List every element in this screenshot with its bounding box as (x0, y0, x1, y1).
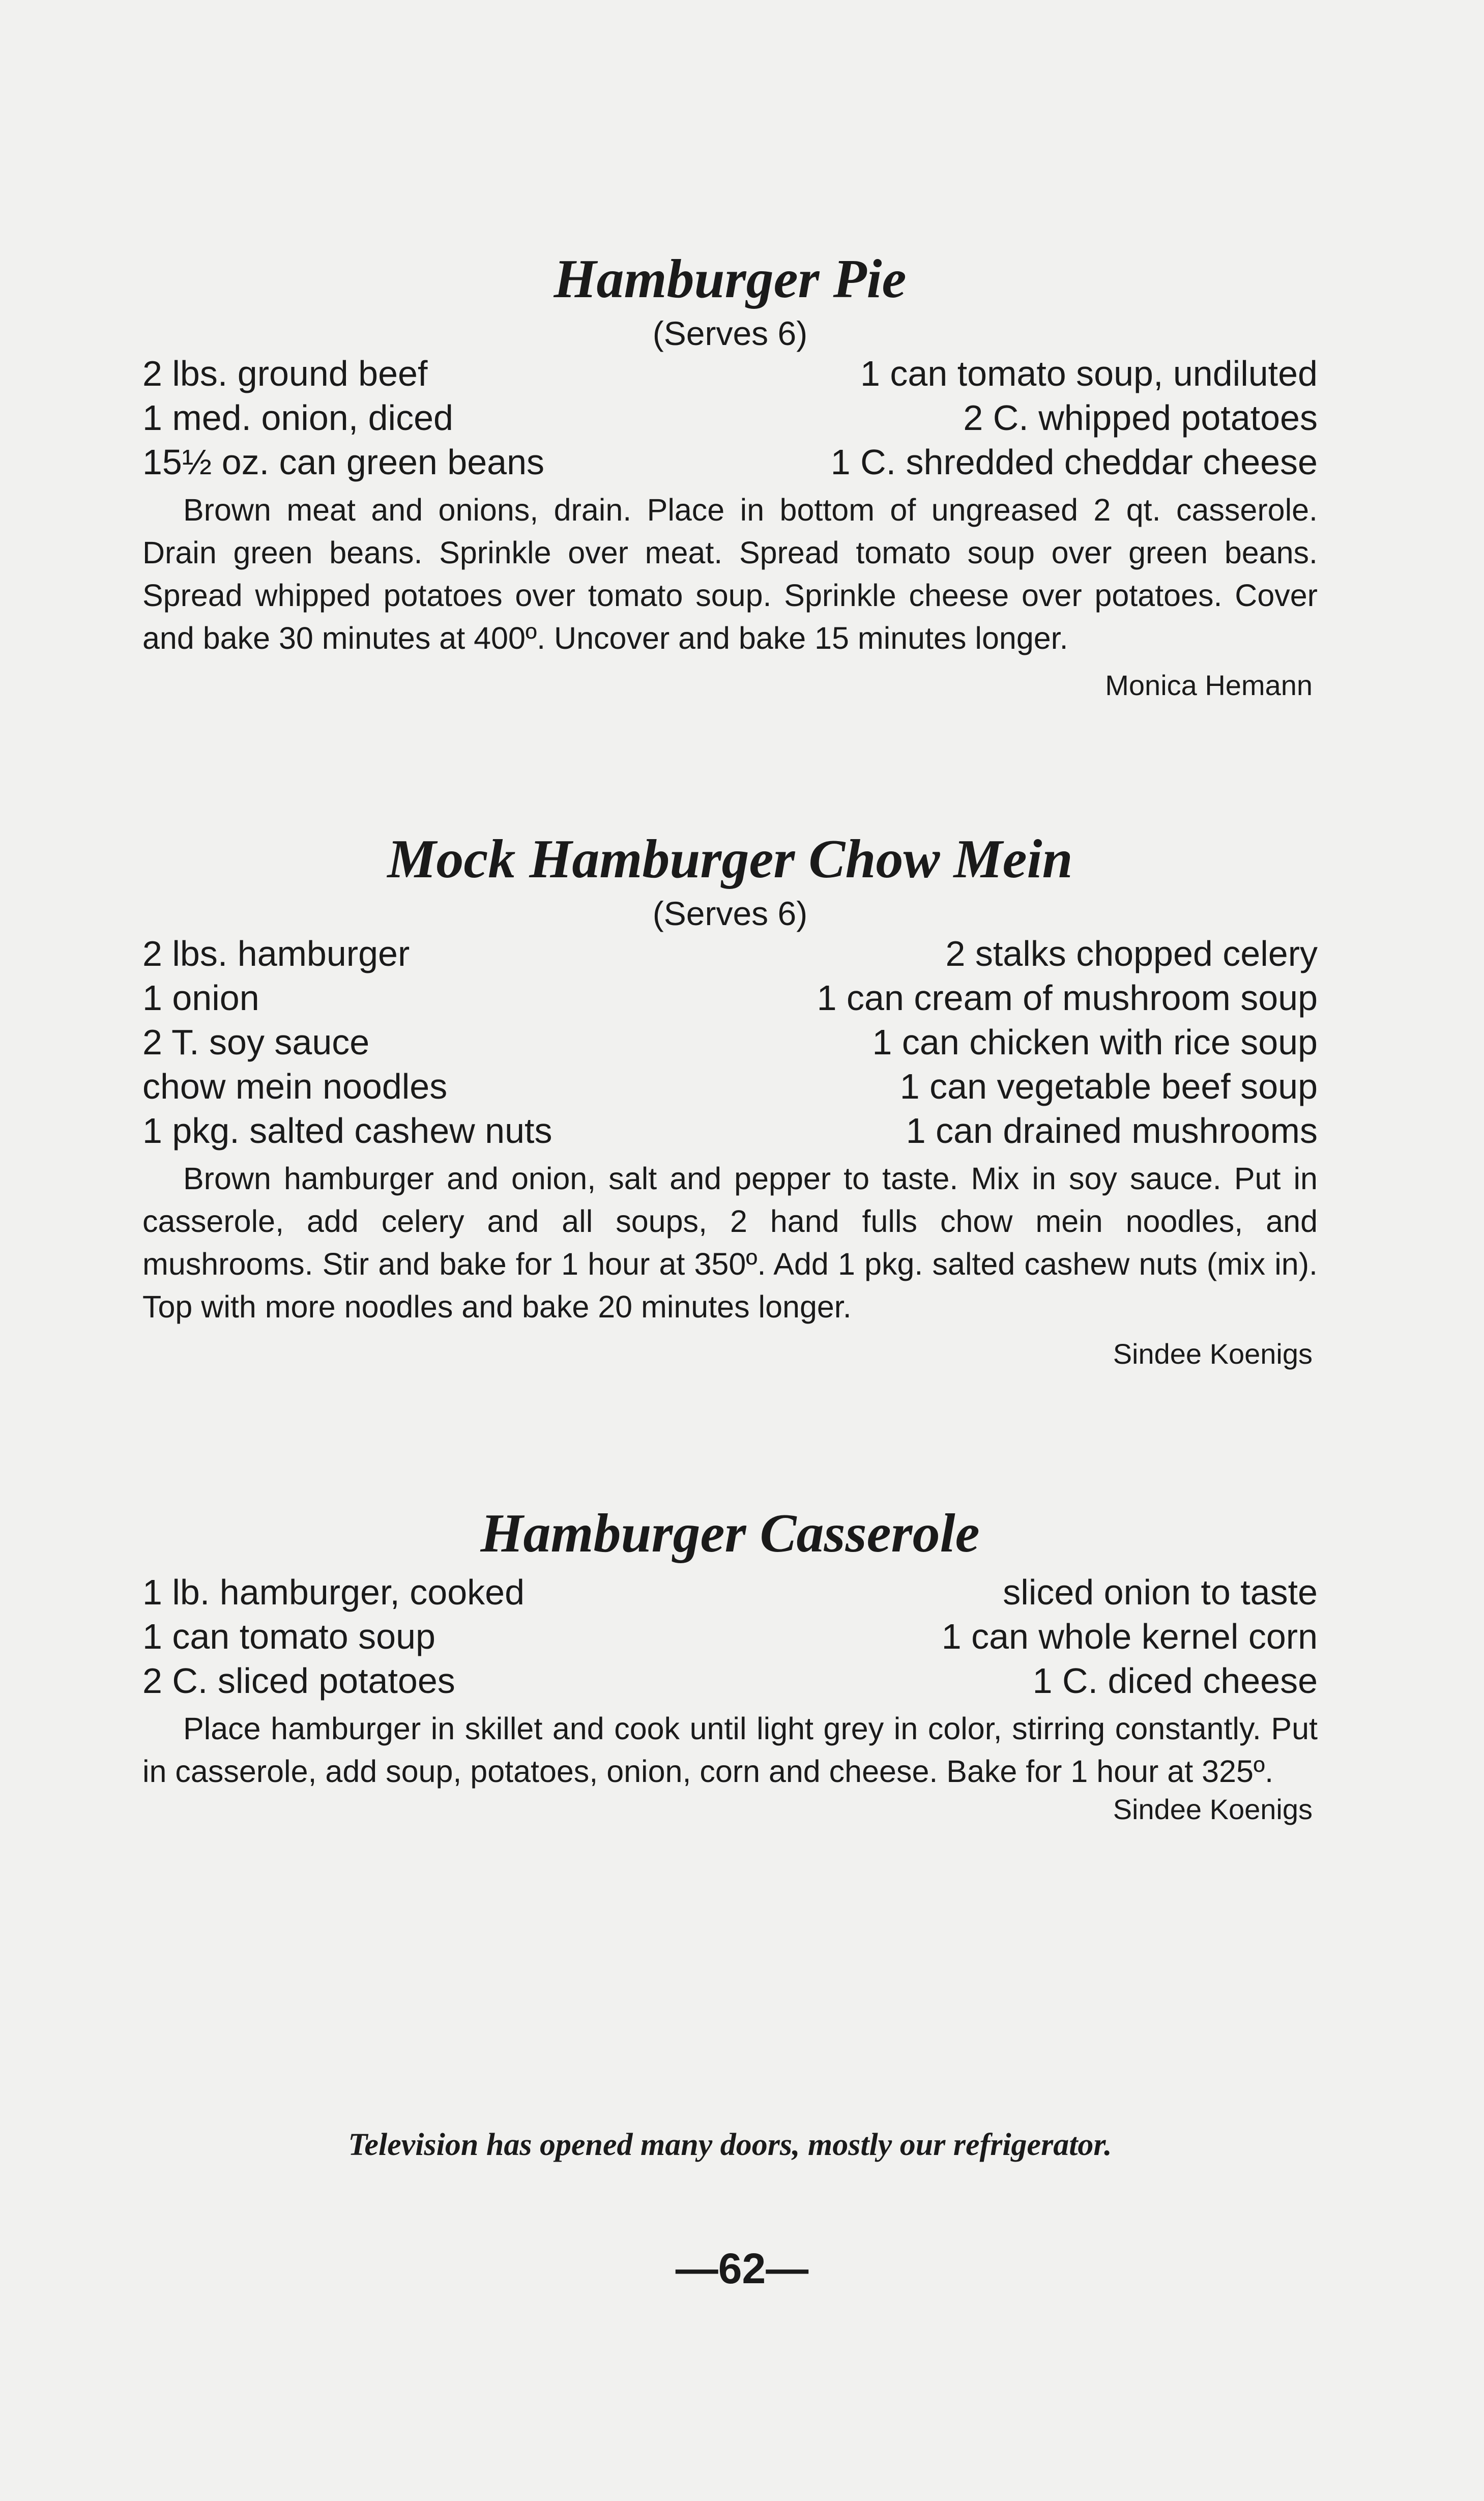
recipe-instructions: Brown meat and onions, drain. Place in bottom of ungreased 2 qt. casserole. Drain green beans. Sprinkle over meat. Spread tomato soup over green beans. Spread whipped potatoes over tomato soup. Sprinkle cheese over potatoes. Cover and bake 30 minutes at 400º. Uncover and bake 15 minutes longer. (142, 493, 1318, 656)
ingredients-right-column (740, 1570, 1318, 1703)
recipe-mock-hamburger-chow-mein (142, 829, 1318, 1370)
ingredients-list (142, 1570, 1318, 1703)
recipe-title: Hamburger Pie (554, 249, 907, 309)
ingredient: 2 C. sliced potatoes (142, 1660, 455, 1701)
ingredients-left-column (142, 932, 720, 1153)
ingredient: 2 lbs. ground beef (142, 354, 428, 394)
ingredient: 1 can tomato soup, undiluted (860, 354, 1318, 394)
ingredient: 1 can drained mushrooms (906, 1111, 1318, 1151)
ingredient: 1 can chicken with rice soup (872, 1022, 1318, 1062)
recipe-author: Sindee Koenigs (1113, 1793, 1313, 1825)
recipe-title: Hamburger Casserole (480, 1503, 980, 1564)
recipe-title: Mock Hamburger Chow Mein (387, 829, 1073, 889)
ingredients-left-column (142, 1570, 720, 1703)
ingredient: 2 T. soy sauce (142, 1022, 370, 1062)
ingredient: 2 stalks chopped celery (945, 934, 1318, 974)
ingredient: 2 C. whipped potatoes (963, 398, 1318, 438)
ingredient: 1 can tomato soup (142, 1616, 435, 1656)
ingredient: 1 lb. hamburger, cooked (142, 1572, 525, 1612)
ingredient: 1 can cream of mushroom soup (817, 978, 1318, 1018)
recipe-hamburger-casserole (142, 1504, 1318, 1826)
ingredient: 15½ oz. can green beans (142, 442, 545, 482)
ingredient: 1 med. onion, diced (142, 398, 453, 438)
ingredient: sliced onion to taste (1003, 1572, 1318, 1612)
ingredient: chow mein noodles (142, 1067, 448, 1107)
recipe-instructions: Place hamburger in skillet and cook until light grey in color, stirring constantly. Put in casserole, add soup, potatoes, onion, corn and cheese. Bake for 1 hour at 325º. (142, 1711, 1318, 1789)
ingredients-right-column (740, 932, 1318, 1153)
ingredients-left-column (142, 352, 720, 484)
page-number: —62— (675, 2245, 809, 2292)
ingredient: 1 onion (142, 978, 259, 1018)
footer-quote: Television has opened many doors, mostly our refrigerator. (348, 2128, 1112, 2162)
ingredient: 1 can vegetable beef soup (899, 1067, 1318, 1107)
ingredient: 1 can whole kernel corn (941, 1616, 1318, 1656)
recipe-author: Sindee Koenigs (1113, 1338, 1313, 1370)
recipe-serves: (Serves 6) (652, 894, 808, 932)
ingredient: 2 lbs. hamburger (142, 934, 410, 974)
ingredients-list (142, 352, 1318, 484)
ingredients-list (142, 932, 1318, 1153)
recipe-serves: (Serves 6) (652, 314, 808, 352)
recipe-hamburger-pie (142, 249, 1318, 702)
ingredient: 1 C. diced cheese (1032, 1660, 1318, 1701)
recipe-author: Monica Hemann (1105, 669, 1313, 702)
ingredient: 1 C. shredded cheddar cheese (830, 442, 1318, 482)
ingredients-right-column (740, 352, 1318, 484)
recipe-instructions: Brown hamburger and onion, salt and pepper to taste. Mix in soy sauce. Put in casserole, add celery and all soups, 2 hand fulls chow mein noodles, and mushrooms. Stir and bake for 1 hour at 350º. Add 1 pkg. salted cashew nuts (mix in). Top with more noodles and bake 20 minutes longer. (142, 1161, 1318, 1325)
ingredient: 1 pkg. salted cashew nuts (142, 1111, 552, 1151)
